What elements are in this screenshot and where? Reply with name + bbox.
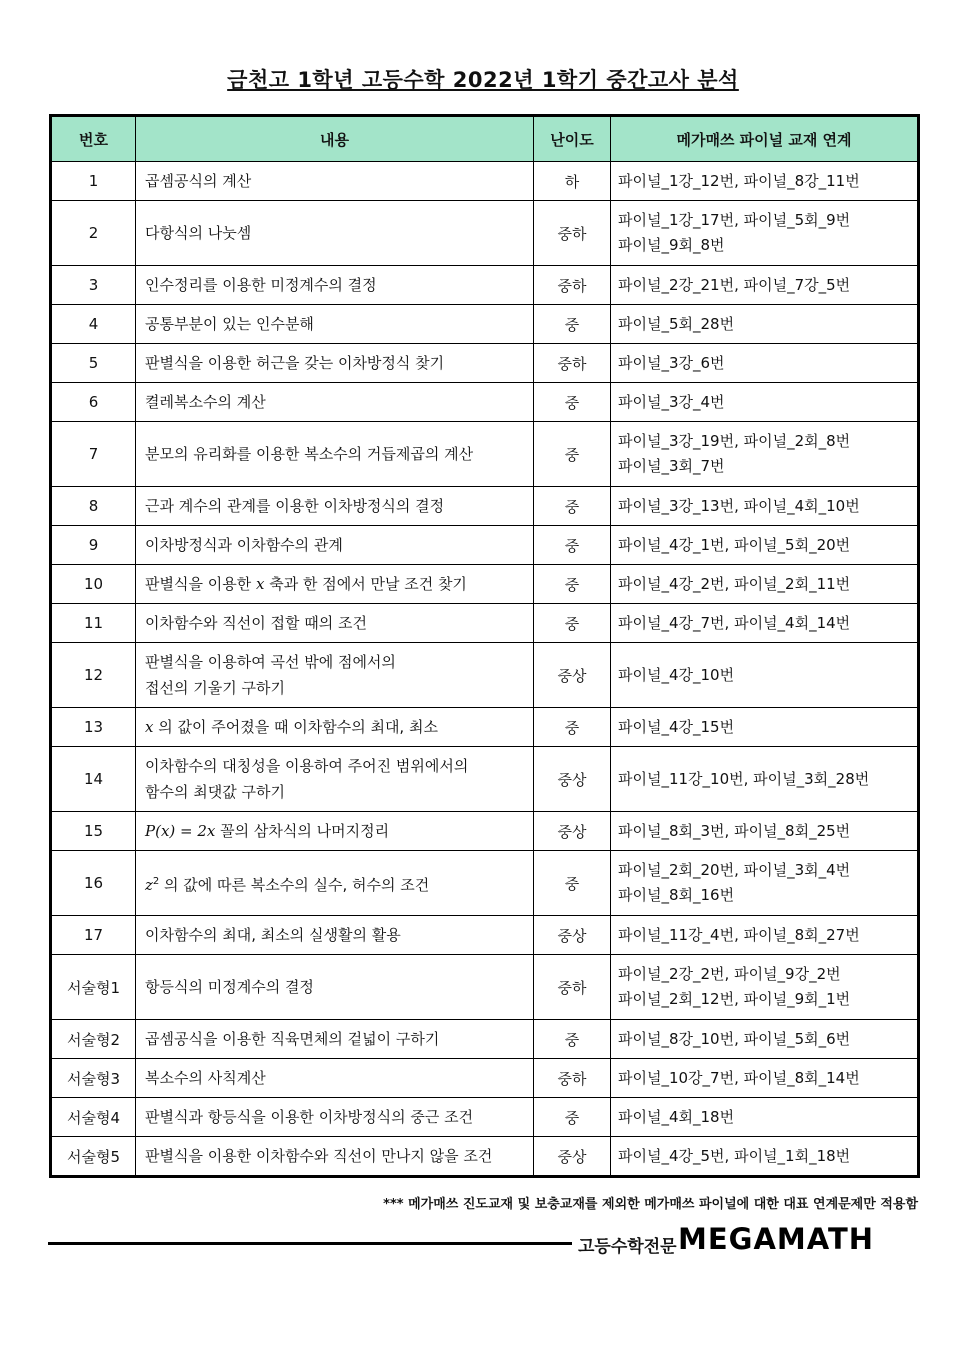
link-line: 파이널_8강_10번, 파이널_5회_6번 <box>618 1029 851 1048</box>
row-difficulty: 중상 <box>534 1137 611 1177</box>
content-text: 축과 한 점에서 만날 조건 찾기 <box>264 575 467 593</box>
row-textbook-link <box>611 916 919 955</box>
table-row <box>51 708 919 747</box>
row-number: 17 <box>51 916 136 955</box>
link-line: 파이널_3강_19번, 파이널_2회_8번 <box>618 432 851 450</box>
table-row <box>51 1059 919 1098</box>
row-number: 16 <box>51 851 136 916</box>
table-row <box>51 747 919 812</box>
row-content: 판별식과 항등식을 이용한 이차방정식의 중근 조건 <box>136 1098 534 1137</box>
table-row <box>51 266 919 305</box>
link-line: 파이널_2회_12번, 파이널_9회_1번 <box>618 990 851 1008</box>
row-textbook-link <box>611 955 919 1020</box>
row-number: 14 <box>51 747 136 812</box>
link-line: 파이널_11강_10번, 파이널_3회_28번 <box>618 769 870 788</box>
link-line: 파이널_8회_3번, 파이널_8회_25번 <box>618 821 851 840</box>
table-row <box>51 344 919 383</box>
row-textbook-link <box>611 201 919 266</box>
row-textbook-link <box>611 1059 919 1098</box>
link-line: 파이널_11강_4번, 파이널_8회_27번 <box>618 925 860 944</box>
row-textbook-link <box>611 604 919 643</box>
table-row <box>51 604 919 643</box>
row-content: 복소수의 사칙계산 <box>136 1059 534 1098</box>
table-row <box>51 565 919 604</box>
row-difficulty: 중 <box>534 565 611 604</box>
exam-analysis-table <box>49 114 920 1178</box>
header-textbook-link: 메가매쓰 파이널 교재 연계 <box>611 116 919 162</box>
row-content: 이차방정식과 이차함수의 관계 <box>136 526 534 565</box>
row-content <box>136 812 534 851</box>
link-line: 파이널_1강_12번, 파이널_8강_11번 <box>618 171 860 190</box>
row-textbook-link <box>611 526 919 565</box>
row-number: 1 <box>51 162 136 201</box>
row-content <box>136 708 534 747</box>
link-line: 파이널_4강_5번, 파이널_1회_18번 <box>618 1146 851 1165</box>
math-expression: x <box>145 718 154 736</box>
row-content: 이차함수와 직선이 접할 때의 조건 <box>136 604 534 643</box>
row-number: 13 <box>51 708 136 747</box>
link-line: 파이널_8회_16번 <box>618 886 735 904</box>
table-row <box>51 916 919 955</box>
row-difficulty: 중상 <box>534 916 611 955</box>
row-number: 12 <box>51 643 136 708</box>
row-difficulty: 중상 <box>534 643 611 708</box>
row-content <box>136 565 534 604</box>
table-row <box>51 162 919 201</box>
row-number: 서술형2 <box>51 1020 136 1059</box>
header-number: 번호 <box>51 116 136 162</box>
content-line: 접선의 기울기 구하기 <box>145 679 285 697</box>
content-line: 이차함수의 대칭성을 이용하여 주어진 범위에서의 <box>145 757 469 775</box>
row-difficulty: 중하 <box>534 955 611 1020</box>
table-row <box>51 1137 919 1177</box>
row-difficulty: 중 <box>534 422 611 487</box>
row-difficulty: 중하 <box>534 344 611 383</box>
row-content: 곱셈공식을 이용한 직육면체의 겉넓이 구하기 <box>136 1020 534 1059</box>
link-line: 파이널_1강_17번, 파이널_5회_9번 <box>618 211 851 229</box>
table-row <box>51 955 919 1020</box>
row-textbook-link <box>611 383 919 422</box>
row-content: 근과 계수의 관계를 이용한 이차방정식의 결정 <box>136 487 534 526</box>
table-row <box>51 643 919 708</box>
row-content: 켤레복소수의 계산 <box>136 383 534 422</box>
table-row <box>51 812 919 851</box>
row-textbook-link <box>611 708 919 747</box>
table-row <box>51 422 919 487</box>
row-textbook-link <box>611 643 919 708</box>
row-number: 11 <box>51 604 136 643</box>
link-line: 파이널_2회_20번, 파이널_3회_4번 <box>618 861 851 879</box>
link-line: 파이널_5회_28번 <box>618 314 735 333</box>
math-expression: x <box>255 575 265 593</box>
content-text: 의 값에 따른 복소수의 실수, 허수의 조건 <box>159 875 430 894</box>
row-difficulty: 하 <box>534 162 611 201</box>
table-row <box>51 1098 919 1137</box>
table-row <box>51 305 919 344</box>
link-line: 파이널_4강_1번, 파이널_5회_20번 <box>618 535 851 554</box>
link-line: 파이널_3강_13번, 파이널_4회_10번 <box>618 496 860 515</box>
row-textbook-link <box>611 487 919 526</box>
row-content: 인수정리를 이용한 미정계수의 결정 <box>136 266 534 305</box>
link-line: 파이널_4강_15번 <box>618 717 735 736</box>
row-textbook-link <box>611 305 919 344</box>
footer-divider <box>48 1242 572 1245</box>
link-line: 파이널_3강_4번 <box>618 392 725 411</box>
row-number: 2 <box>51 201 136 266</box>
row-number: 서술형1 <box>51 955 136 1020</box>
math-expression: P(x) = 2x <box>145 822 216 840</box>
footnote: *** 메가매쓰 진도교재 및 보충교재를 제외한 메가매쓰 파이널에 대한 대표 연계문제만 적용함 <box>383 1197 918 1212</box>
link-line: 파이널_9회_8번 <box>618 236 725 254</box>
row-difficulty: 중 <box>534 1020 611 1059</box>
row-difficulty: 중상 <box>534 747 611 812</box>
row-textbook-link <box>611 266 919 305</box>
row-number: 서술형4 <box>51 1098 136 1137</box>
row-difficulty: 중하 <box>534 1059 611 1098</box>
link-line: 파이널_3강_6번 <box>618 353 725 372</box>
row-difficulty: 중 <box>534 708 611 747</box>
row-difficulty: 중 <box>534 305 611 344</box>
link-line: 파이널_2강_21번, 파이널_7강_5번 <box>618 275 851 294</box>
link-line: 파이널_2강_2번, 파이널_9강_2번 <box>618 965 841 983</box>
content-text: 의 값이 주어졌을 때 이차함수의 최대, 최소 <box>153 718 438 736</box>
row-textbook-link <box>611 851 919 916</box>
row-number: 5 <box>51 344 136 383</box>
link-line: 파이널_4강_2번, 파이널_2회_11번 <box>618 574 851 593</box>
row-difficulty: 중 <box>534 1098 611 1137</box>
brand-subtitle: 고등수학전문 <box>578 1237 677 1257</box>
header-content: 내용 <box>136 116 534 162</box>
math-expression: z <box>145 875 153 894</box>
link-line: 파이널_4회_18번 <box>618 1107 735 1126</box>
logo-text: MEGAMATH <box>678 1222 875 1256</box>
row-number: 서술형3 <box>51 1059 136 1098</box>
row-difficulty: 중 <box>534 604 611 643</box>
row-textbook-link <box>611 812 919 851</box>
content-text: 꼴의 삼차식의 나머지정리 <box>215 822 390 840</box>
row-content: 공통부분이 있는 인수분해 <box>136 305 534 344</box>
row-content: 판별식을 이용한 허근을 갖는 이차방정식 찾기 <box>136 344 534 383</box>
row-difficulty: 중 <box>534 851 611 916</box>
row-content: 곱셈공식의 계산 <box>136 162 534 201</box>
row-number: 10 <box>51 565 136 604</box>
row-content: 항등식의 미정계수의 결정 <box>136 955 534 1020</box>
row-textbook-link <box>611 1098 919 1137</box>
row-number: 15 <box>51 812 136 851</box>
row-textbook-link <box>611 1137 919 1177</box>
content-line: 판별식을 이용하여 곡선 밖에 점에서의 <box>145 653 396 671</box>
row-textbook-link <box>611 1020 919 1059</box>
row-number: 7 <box>51 422 136 487</box>
row-content: 판별식을 이용한 이차함수와 직선이 만나지 않을 조건 <box>136 1137 534 1177</box>
row-number: 6 <box>51 383 136 422</box>
content-text: 판별식을 이용한 <box>145 575 256 593</box>
row-difficulty: 중하 <box>534 201 611 266</box>
header-difficulty: 난이도 <box>534 116 611 162</box>
row-difficulty: 중 <box>534 526 611 565</box>
row-textbook-link <box>611 747 919 812</box>
row-number: 8 <box>51 487 136 526</box>
link-line: 파이널_3회_7번 <box>618 457 725 475</box>
table-row <box>51 526 919 565</box>
math-exponent: 2 <box>152 875 160 887</box>
row-content <box>136 851 534 916</box>
row-content: 다항식의 나눗셈 <box>136 201 534 266</box>
link-line: 파이널_4강_10번 <box>618 665 735 684</box>
row-textbook-link <box>611 162 919 201</box>
row-difficulty: 중하 <box>534 266 611 305</box>
row-textbook-link <box>611 422 919 487</box>
link-line: 파이널_10강_7번, 파이널_8회_14번 <box>618 1068 860 1087</box>
row-number: 4 <box>51 305 136 344</box>
row-textbook-link <box>611 344 919 383</box>
row-number: 3 <box>51 266 136 305</box>
row-content <box>136 747 534 812</box>
table-row <box>51 383 919 422</box>
row-difficulty: 중 <box>534 383 611 422</box>
table-row <box>51 851 919 916</box>
row-textbook-link <box>611 565 919 604</box>
table-row <box>51 487 919 526</box>
content-line: 함수의 최댓값 구하기 <box>145 783 285 801</box>
row-content <box>136 643 534 708</box>
row-content: 분모의 유리화를 이용한 복소수의 거듭제곱의 계산 <box>136 422 534 487</box>
page-title: 금천고 1학년 고등수학 2022년 1학기 중간고사 분석 <box>227 68 739 92</box>
table-row <box>51 201 919 266</box>
link-line: 파이널_4강_7번, 파이널_4회_14번 <box>618 613 851 632</box>
table-row <box>51 1020 919 1059</box>
megamath-logo <box>678 1222 918 1256</box>
table-header-row <box>51 116 919 162</box>
row-number: 서술형5 <box>51 1137 136 1177</box>
row-number: 9 <box>51 526 136 565</box>
row-content: 이차함수의 최대, 최소의 실생활의 활용 <box>136 916 534 955</box>
row-difficulty: 중 <box>534 487 611 526</box>
row-difficulty: 중상 <box>534 812 611 851</box>
